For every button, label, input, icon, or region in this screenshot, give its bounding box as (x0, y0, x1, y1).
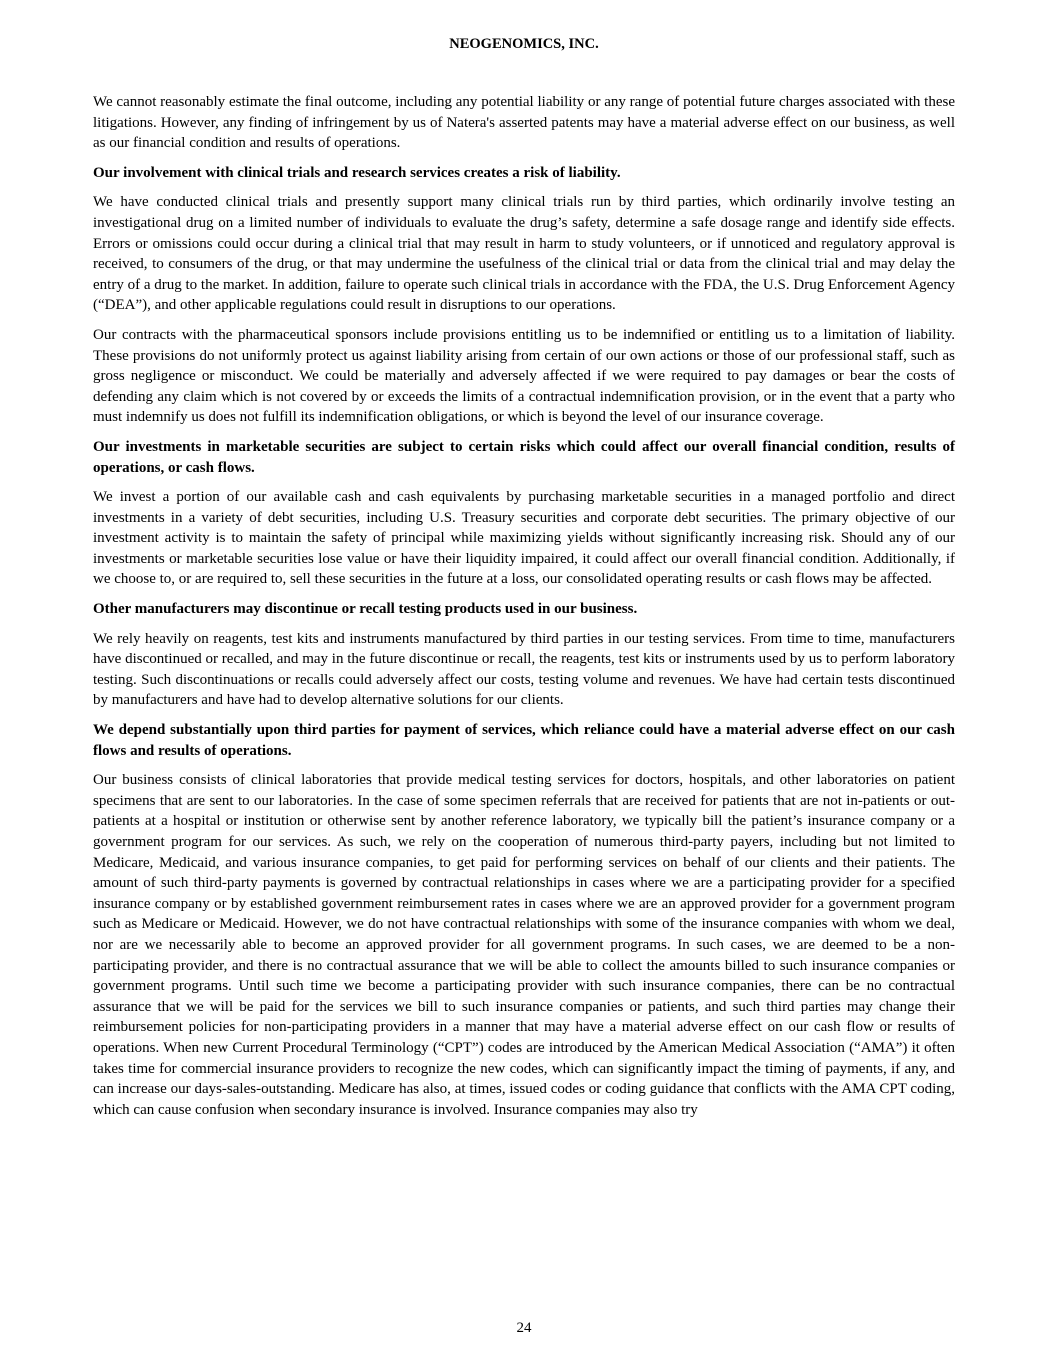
section-heading: Our involvement with clinical trials and research services creates a risk of liability. (93, 164, 621, 181)
body-paragraph: We invest a portion of our available cash and cash equivalents by purchasing marketable securities in a managed portfolio and direct investments in a variety of debt securities, including U.S. Treasury securities and corporate debt securities. The primary objective of our investment activity is to maintain the safety of principal while maximizing yields without significantly increasing risk. Should any of our investments or marketable securities lose value or have their liquidity impaired, it could affect our overall financial condition. Additionally, if we choose to, or are required to, sell these securities in the future at a loss, our consolidated operating results or cash flows may be affected. (93, 489, 955, 588)
body-paragraph: Our business consists of clinical laboratories that provide medical testing services for doctors, hospitals, and other laboratories on patient specimens that are sent to our laboratories. In the case of some specimen referrals that are received for patients that are not in-patients or out-patients at a hospital or institution or otherwise sent by another reference laboratory, we typically bill the patient’s insurance company or a government program for our services. As such, we rely on the cooperation of numerous third-party payers, including but not limited to Medicare, Medicaid, and various insurance companies, to get paid for performing services on behalf of our clients and their patients. The amount of such third-party payments is governed by contractual relationships in cases where we are a participating provider for a specified insurance company or by established government reimbursement rates in cases where we are an approved provider for a government program such as Medicare or Medicaid. However, we do not have contractual relationships with some of the insurance companies with whom we deal, nor are we necessarily able to become an approved provider for all government programs. In such cases, we are deemed to be a non-participating provider, and there is no contractual assurance that we will be able to collect the amounts billed to such insurance companies or government programs. Until such time we become a participating provider with such insurance companies, there can be no contractual assurance that we will be paid for the services we bill to such insurance companies or patients, and such third parties may change their reimbursement policies for non-participating providers in a manner that may have a material adverse effect on our cash flow or results of operations. When new Current Procedural Terminology (“CPT”) codes are introduced by the American Medical Association (“AMA”) it often takes time for commercial insurance providers to recognize the new codes, which can significantly impact the timing of payments, if any, and can increase our days-sales-outstanding. Medicare has also, at times, issued codes or coding guidance that conflicts with the AMA CPT coding, which can cause confusion when secondary insurance is involved. Insurance companies may also try (93, 772, 955, 1118)
section-heading: We depend substantially upon third parties for payment of services, which reliance could have a material adverse effect on our cash flows and results of operations. (93, 722, 955, 759)
body-paragraph: We have conducted clinical trials and presently support many clinical trials run by third parties, which ordinarily involve testing an investigational drug on a limited number of individuals to evaluate the drug’s safety, determine a safe dosage range and identify side effects. Errors or omissions could occur during a clinical trial that may result in harm to study volunteers, or if unnoticed and regulatory approval is received, to consumers of the drug, or that may undermine the usefulness of the clinical trial or data from the clinical trial and may delay the entry of a drug to the market. In addition, failure to operate such clinical trials in accordance with the FDA, the U.S. Drug Enforcement Agency (“DEA”), and other applicable regulations could result in disruptions to our operations. (93, 194, 955, 314)
section-heading: Our investments in marketable securities are subject to certain risks which could affect our overall financial condition, results of operations, or cash flows. (93, 438, 955, 476)
section-heading: Other manufacturers may discontinue or recall testing products used in our business. (93, 601, 638, 618)
body-paragraph: We cannot reasonably estimate the final outcome, including any potential liability or any range of potential future charges associated with these litigations. However, any finding of infringement by us of Natera's asserted patents may have a material adverse effect on our business, as well as our financial condition and results of operations. (93, 94, 955, 152)
body-paragraph: Our contracts with the pharmaceutical sponsors include provisions entitling us to be indemnified or entitling us to a limitation of liability. These provisions do not uniformly protect us against liability arising from certain of our own actions or those of our professional staff, such as gross negligence or misconduct. We could be materially and adversely affected if we were required to pay damages or bear the costs of defending any claim which is not covered by or exceeds the limits of a contractual indemnification provision, or in the event that a party who must indemnify us does not fulfill its indemnification obligations, or which is beyond the level of our insurance coverage. (93, 326, 955, 426)
document-page (93, 35, 955, 1129)
page-number: 24 (516, 1320, 532, 1336)
company-header: NEOGENOMICS, INC. (449, 36, 599, 52)
body-paragraph: We rely heavily on reagents, test kits and instruments manufactured by third parties in our testing services. From time to time, manufacturers have discontinued or recalled, and may in the future discontinue or recall, the reagents, test kits or instruments used by us to perform laboratory testing. Such discontinuations or recalls could adversely affect our costs, testing volume and revenues. We have had certain tests discontinued by manufacturers and have had to develop alternative solutions for our clients. (93, 630, 955, 709)
